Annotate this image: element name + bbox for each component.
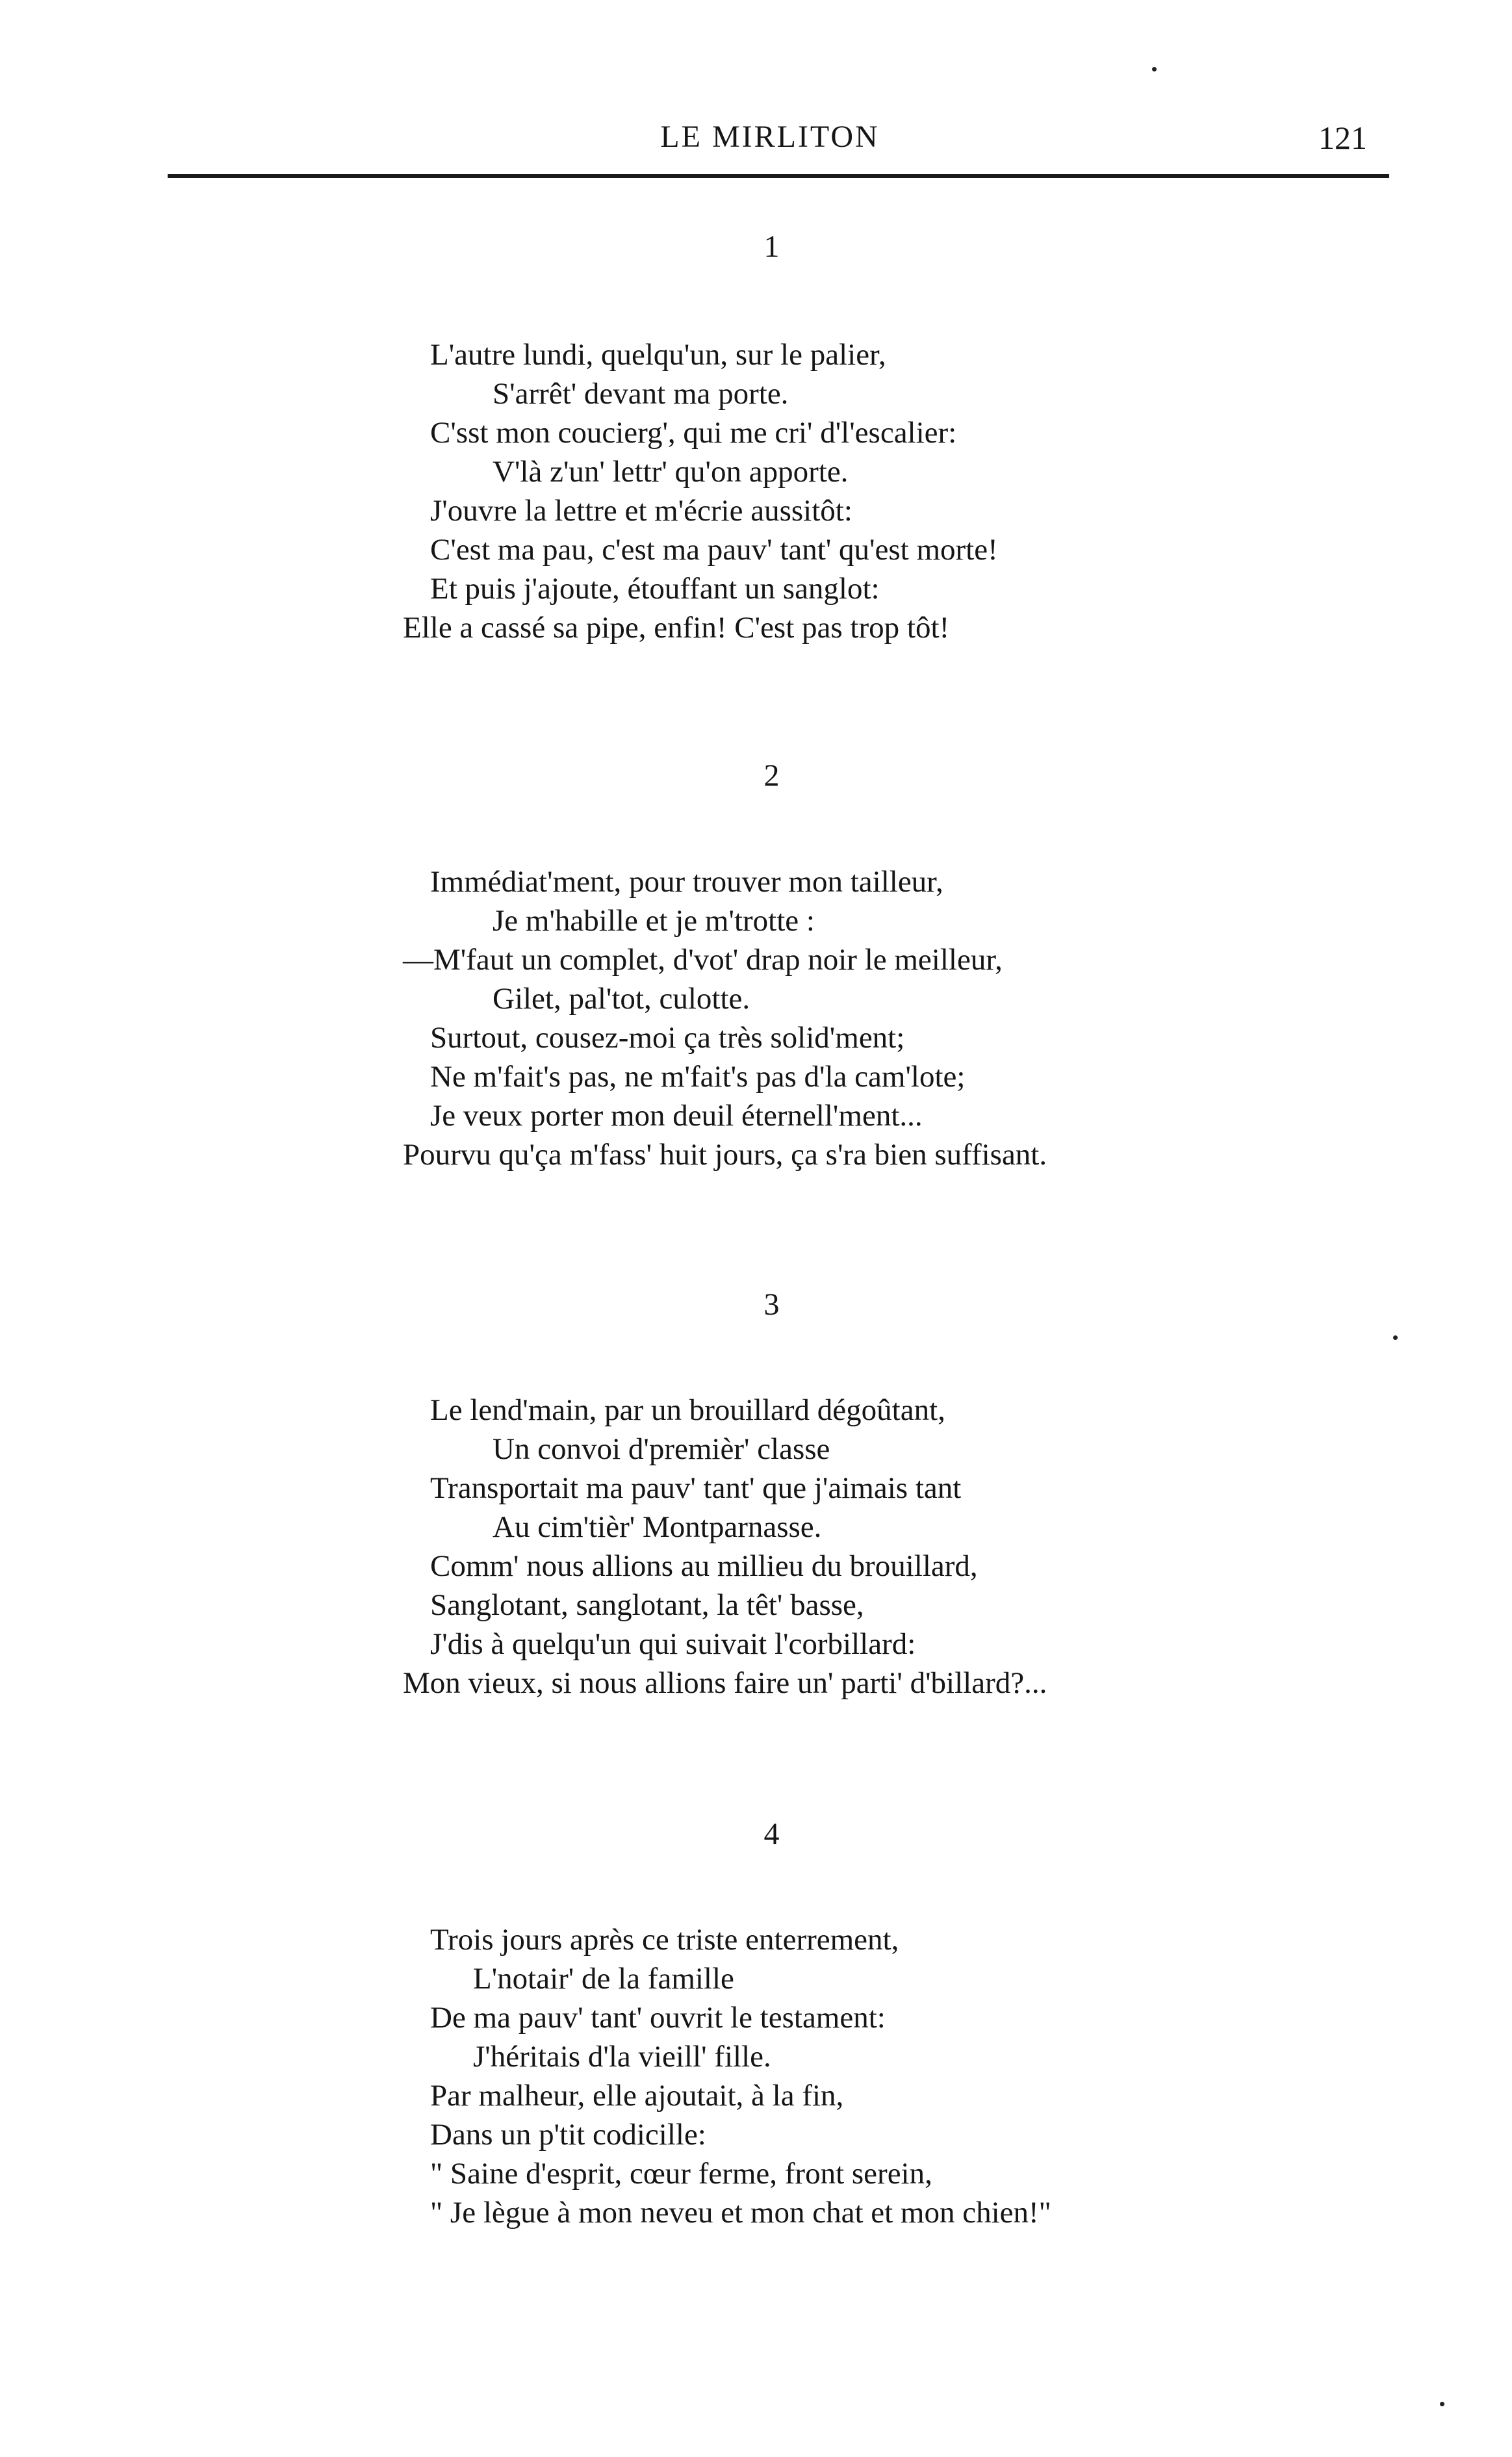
verse-line: Je m'habille et je m'trotte : <box>493 904 815 938</box>
verse-line: L'notair' de la famille <box>473 1962 734 1996</box>
verse-line: Surtout, cousez-moi ça très solid'ment; <box>430 1021 905 1055</box>
running-header <box>0 119 1512 164</box>
verse-line: V'là z'un' lettr' qu'on apporte. <box>493 455 849 489</box>
print-speck <box>1152 67 1157 71</box>
verse-line: Immédiat'ment, pour trouver mon tailleur, <box>430 865 943 899</box>
print-speck <box>1440 2402 1444 2406</box>
stanza-number: 1 <box>763 229 780 264</box>
verse-line: " Saine d'esprit, cœur ferme, front serein, <box>430 2157 932 2191</box>
stanza <box>403 335 1313 647</box>
verse-line: De ma pauv' tant' ouvrit le testament: <box>430 2001 886 2035</box>
verse-line: Un convoi d'premièr' classe <box>493 1432 830 1466</box>
verse-line: —M'faut un complet, d'vot' drap noir le meilleur, <box>403 943 1003 977</box>
verse-line: Et puis j'ajoute, étouffant un sanglot: <box>430 572 880 606</box>
verse-line: Au cim'tièr' Montparnasse. <box>493 1510 822 1544</box>
verse-line: Dans un p'tit codicille: <box>430 2118 706 2152</box>
verse-line: Par malheur, elle ajoutait, à la fin, <box>430 2079 844 2113</box>
verse-line: Pourvu qu'ça m'fass' huit jours, ça s'ra bien suffisant. <box>403 1138 1047 1172</box>
verse-line: Gilet, pal'tot, culotte. <box>493 982 750 1016</box>
verse-line: Je veux porter mon deuil éternell'ment... <box>430 1099 923 1133</box>
verse-line: Sanglotant, sanglotant, la têt' basse, <box>430 1588 864 1622</box>
stanza <box>403 1920 1313 2232</box>
print-speck <box>1393 1335 1398 1340</box>
verse-line: L'autre lundi, quelqu'un, sur le palier, <box>430 338 886 372</box>
verse-line: C'sst mon coucierg', qui me cri' d'l'escalier: <box>430 416 957 450</box>
verse-line: Ne m'fait's pas, ne m'fait's pas d'la cam'lote; <box>430 1060 966 1094</box>
verse-line: Comm' nous allions au millieu du brouillard, <box>430 1549 978 1583</box>
verse-line: Le lend'main, par un brouillard dégoûtant, <box>430 1393 945 1427</box>
verse-line: Trois jours après ce triste enterrement, <box>430 1923 899 1957</box>
verse-line: J'ouvre la lettre et m'écrie aussitôt: <box>430 494 852 528</box>
page-number: 121 <box>1318 120 1367 156</box>
verse-line: C'est ma pau, c'est ma pauv' tant' qu'est morte! <box>430 533 998 567</box>
header-rule <box>168 174 1389 178</box>
stanza-number: 4 <box>763 1817 780 1851</box>
verse-line: " Je lègue à mon neveu et mon chat et mon chien!" <box>430 2196 1051 2230</box>
running-title: LE MIRLITON <box>660 120 880 154</box>
verse-line: S'arrêt' devant ma porte. <box>493 377 789 411</box>
verse-line: Transportait ma pauv' tant' que j'aimais tant <box>430 1471 962 1505</box>
stanza-number: 3 <box>763 1287 780 1322</box>
stanza-number: 2 <box>763 758 780 793</box>
verse-line: J'dis à quelqu'un qui suivait l'corbillard: <box>430 1627 916 1661</box>
verse-line: Mon vieux, si nous allions faire un' parti' d'billard?... <box>403 1666 1047 1700</box>
stanza <box>403 862 1313 1174</box>
stanza <box>403 1391 1313 1703</box>
verse-line: J'héritais d'la vieill' fille. <box>473 2040 771 2074</box>
verse-line: Elle a cassé sa pipe, enfin! C'est pas trop tôt! <box>403 611 950 645</box>
